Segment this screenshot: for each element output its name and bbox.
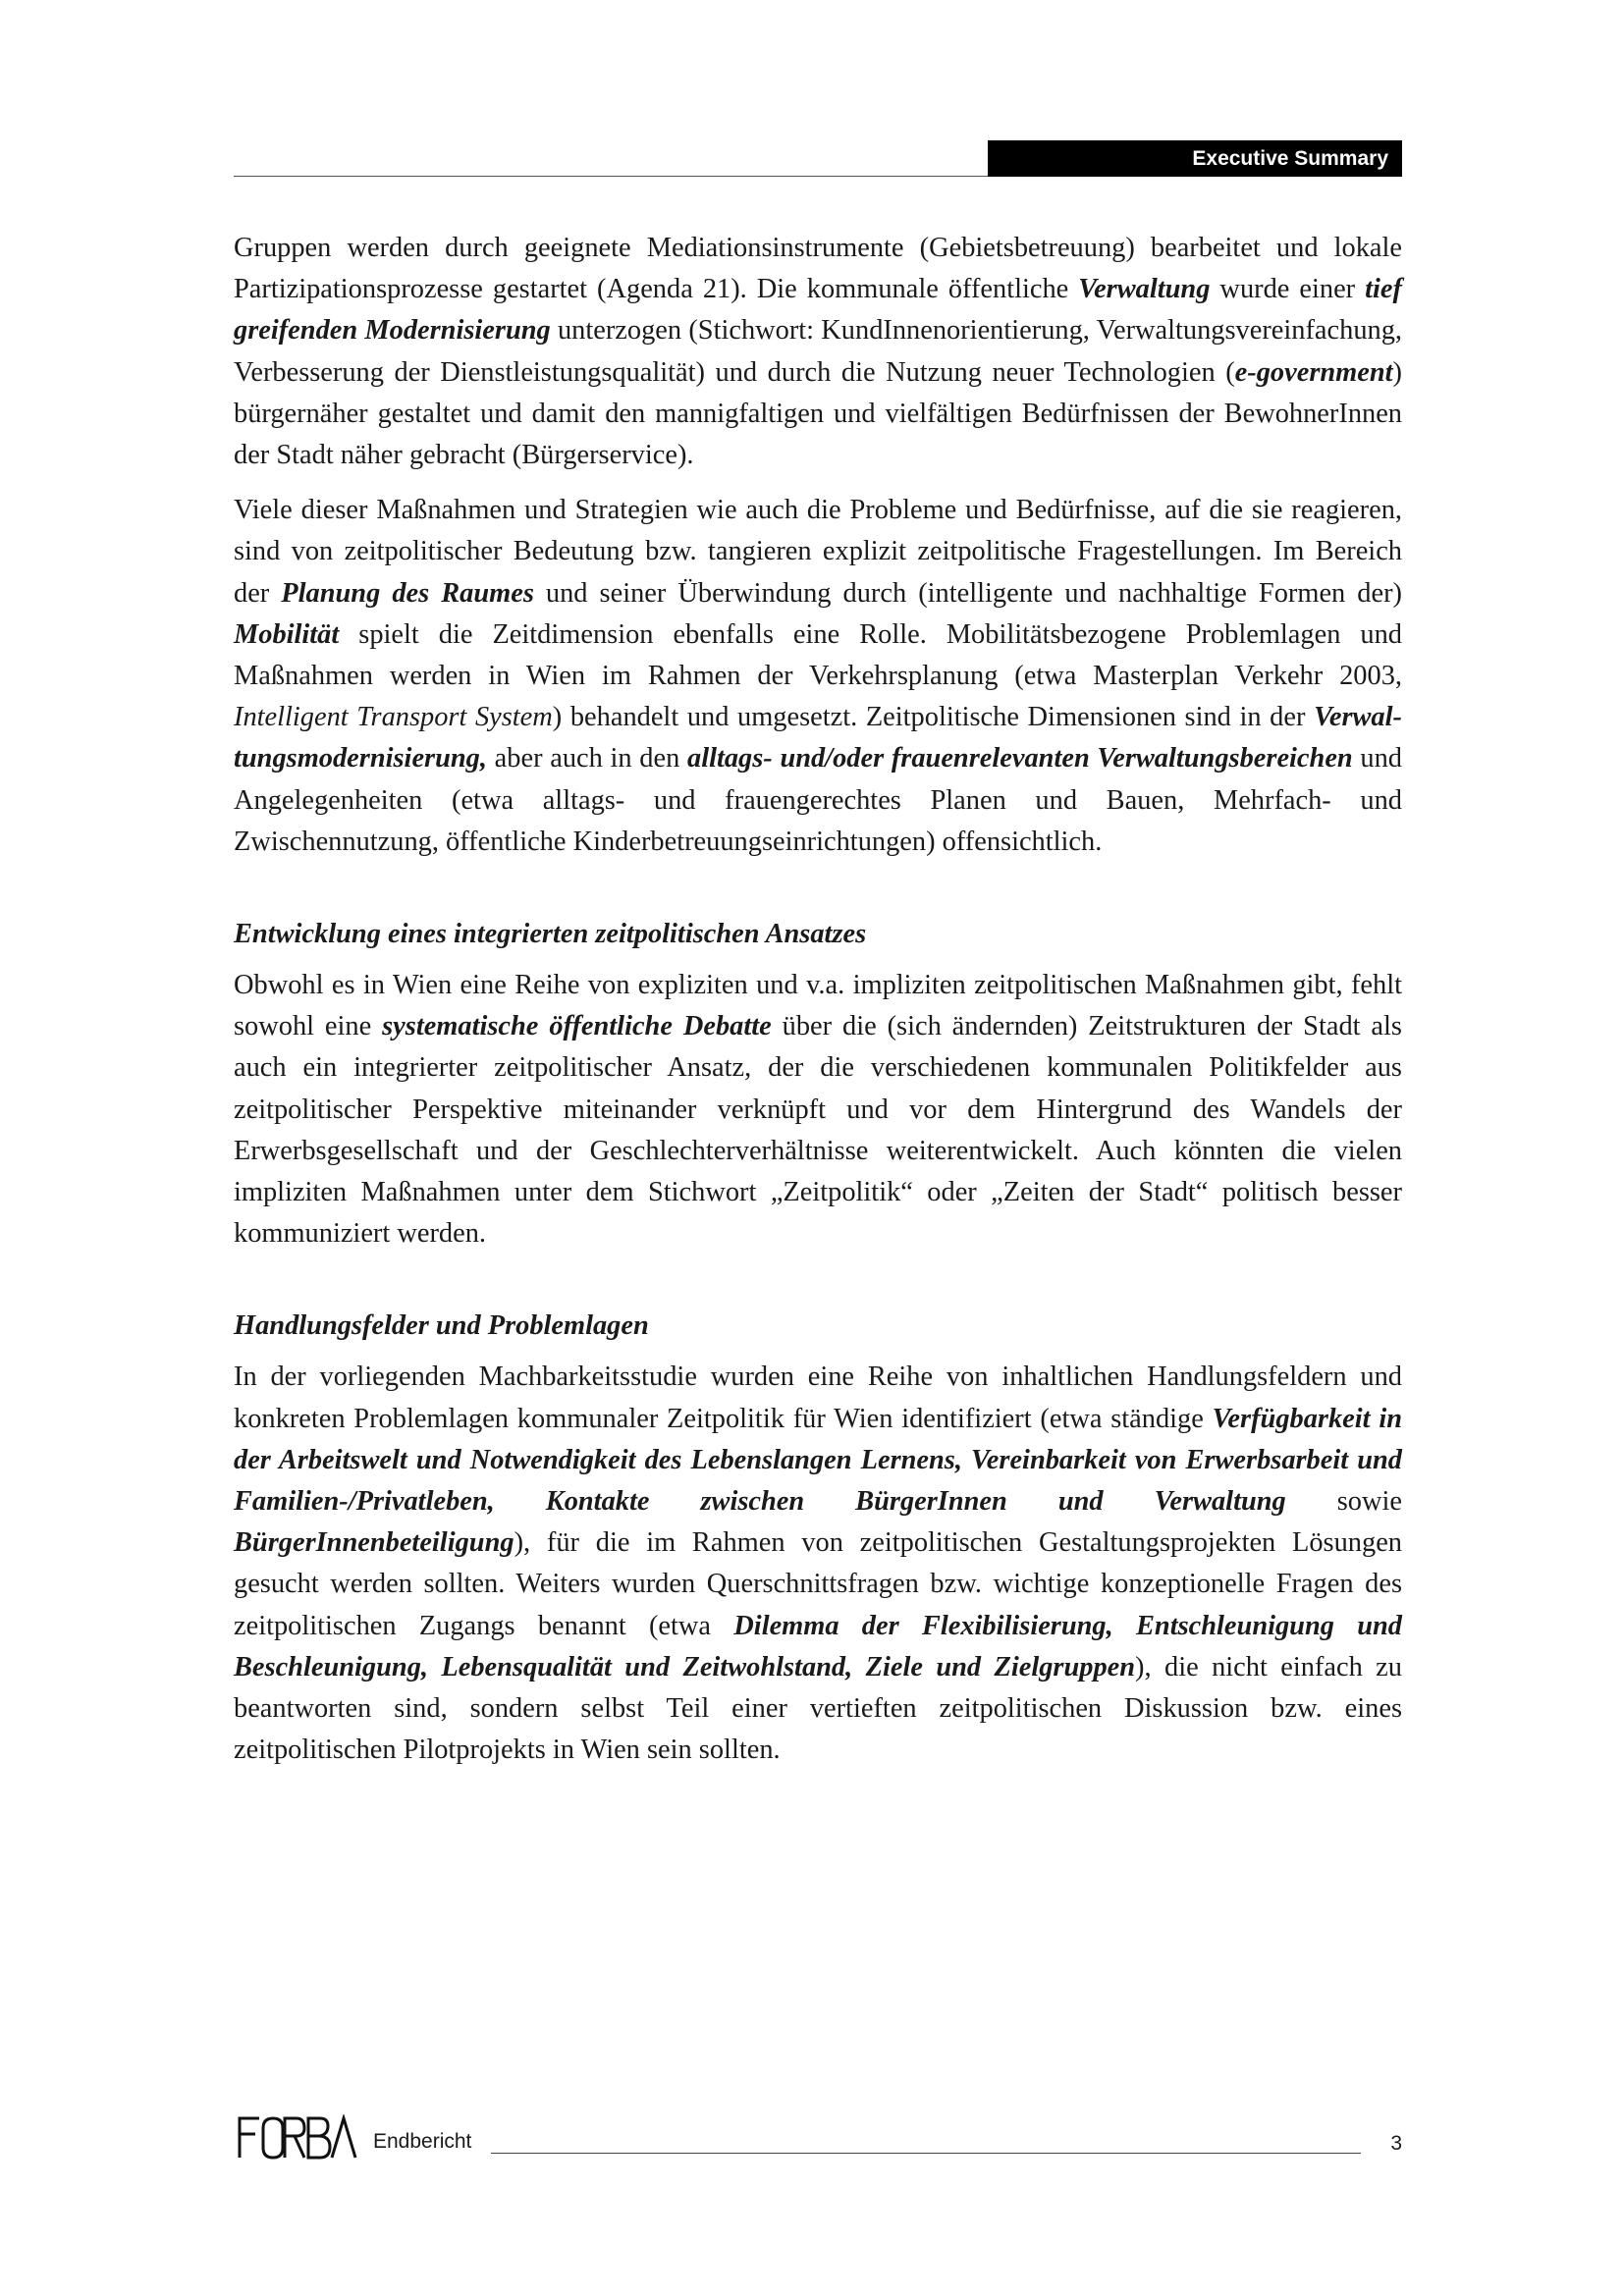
paragraph-3 (234, 965, 1402, 1255)
emphasis-text: Planung des Raumes (281, 577, 534, 609)
body-text: aber auch in den (486, 743, 687, 774)
page-number: 3 (1390, 2132, 1402, 2155)
emphasis-text: Verwaltung (1078, 274, 1211, 305)
emphasis-text: BürgerInnenbeteiligung (234, 1527, 514, 1559)
emphasis-text: Dilemma der Flexibilisierung, Entschleunigung und Beschleunigung, Lebensqualität und Zeitwohlstand, Ziele und Zielgruppen (234, 1610, 1402, 1682)
page-content (234, 228, 1402, 1772)
section-title-fields-of-action: Handlungsfelder und Problemlagen (234, 1310, 649, 1342)
body-text: und Angelegenheiten (etwa alltags- und frauengerechtes Planen und Bauen, Mehrfach- und Zwischennutzung, öffentliche Kinderbetreuungseinrichtungen) offensichtlich. (234, 743, 1403, 857)
forba-logo-text: FORBA (234, 2114, 238, 2115)
footer-label: Endbericht (373, 2130, 472, 2153)
paragraph-1 (234, 228, 1402, 476)
body-text: Obwohl es in Wien eine Reihe von expliziten und v.a. impliziten zeitpolitischen Maßnahmen gibt, fehlt sowohl eine (234, 970, 1402, 1042)
section-title-integrated-approach: Entwicklung eines integrierten zeitpolitischen Ansatzes (234, 919, 867, 950)
footer-rule (491, 2153, 1361, 2154)
body-text: sowie (1285, 1486, 1402, 1518)
paragraph-2 (234, 490, 1402, 863)
emphasis-text: Verwaltungsmodernisierung, (234, 702, 1402, 774)
body-text: ) bürgernäher gestaltet und damit den mannigfaltigen und vielfältigen Bedürfnissen der BewohnerInnen der Stadt näher gebracht (Bürgerservice). (234, 356, 1402, 471)
body-text: ) behandelt und umgesetzt. Zeitpolitische Dimensionen sind in der (552, 702, 1315, 733)
body-text: und seiner Überwindung durch (intelligente und nachhaltige Formen der) (533, 577, 1402, 609)
body-text: ), die nicht einfach zu beantworten sind, sondern selbst Teil einer vertieften zeitpolitischen Diskussion bzw. eines zeitpolitischen Pilotprojekts in Wien sein sollten. (234, 1651, 1402, 1766)
emphasis-text: systematische öffentliche Debatte (382, 1011, 772, 1042)
body-text: ), für die im Rahmen von zeitpolitischen Gestaltungsprojekten Lösungen gesucht werden sollten. Weiters wurden Querschnittsfragen bzw. wichtige konzeptionelle Fragen des zeitpolitischen Zugangs benannt (etwa (234, 1527, 1402, 1641)
body-text: Viele dieser Maßnahmen und Strategien wie auch die Probleme und Bedürfnisse, auf die sie reagieren, sind von zeitpolitischer Bedeutung bzw. tangieren explizit zeitpolitische Fragestellungen. Im Bereich der (234, 495, 1402, 609)
body-text: Gruppen werden durch geeignete Mediationsinstrumente (Gebietsbetreuung) bearbeitet und lokale Partizipationsprozesse gestartet (Agenda 21). Die kommunale öffentliche (234, 233, 1402, 305)
body-text: wurde einer (1210, 274, 1366, 305)
header-section-label: Executive Summary (988, 140, 1402, 177)
forba-logo (234, 2114, 359, 2160)
emphasis-text: e-government (1234, 356, 1393, 388)
body-text: unterzogen (Stichwort: KundInnenorientierung, Verwaltungsvereinfachung, Verbesserung der Dienstleistungsqualität) und durch die Nutzung neuer Technologien ( (234, 315, 1403, 388)
italic-text: Intelligent Transport System (234, 702, 553, 733)
body-text: In der vorliegenden Machbarkeitsstudie wurden eine Reihe von inhaltlichen Handlungsfeldern und konkreten Problemlagen kommunaler Zeitpolitik für Wien identifiziert (etwa ständige (234, 1362, 1402, 1434)
emphasis-text: alltags- und/oder frauenrelevanten Verwaltungsbereichen (687, 743, 1353, 774)
emphasis-text: tief greifenden Modernisierung (234, 274, 1402, 347)
paragraph-4 (234, 1357, 1402, 1771)
emphasis-text: Mobilität (234, 618, 340, 650)
emphasis-text: Verfügbarkeit in der Arbeitswelt und Notwendigkeit des Lebenslangen Lernens, Vereinbarkeit von Erwerbsarbeit und Familien-/Privatleben, Kontakte zwischen BürgerInnen und Verwaltung (234, 1403, 1402, 1518)
body-text: spielt die Zeitdimension ebenfalls eine Rolle. Mobilitätsbezogene Problemlagen und Maßnahmen werden in Wien im Rahmen der Verkehrsplanung (etwa Masterplan Verkehr 2003, (234, 618, 1402, 692)
page-footer (234, 2114, 1402, 2163)
body-text: über die (sich ändernden) Zeitstrukturen der Stadt als auch ein integrierter zeitpolitischer Ansatz, der die verschiedenen kommunalen Politikfelder aus zeitpolitischer Perspektive miteinander verknüpft und vor dem Hintergrund des Wandels der Erwerbsgesellschaft und der Geschlechterverhältnisse weiterentwickelt. Auch könnten die vielen impliziten Maßnahmen unter dem Stichwort „Zeitpolitik“ oder „Zeiten der Stadt“ politisch besser kommuniziert werden. (234, 1011, 1402, 1250)
